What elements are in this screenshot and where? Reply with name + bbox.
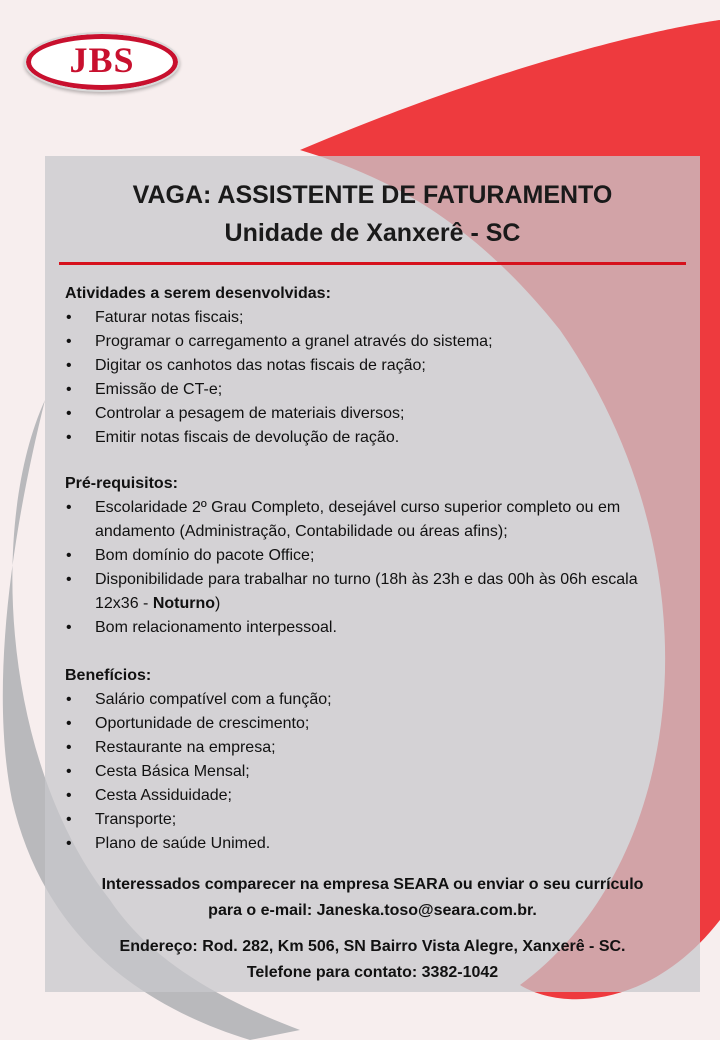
logo-text: JBS	[69, 40, 135, 80]
list-item: • Bom domínio do pacote Office;	[65, 544, 675, 568]
section-requisitos	[65, 472, 675, 640]
list-item: • Digitar os canhotos das notas fiscais de ração;	[65, 354, 675, 378]
turno-text: Disponibilidade para trabalhar no turno (18h às 23h e das 00h às 06h escala 12x36 -	[95, 571, 638, 612]
requisitos-list	[65, 496, 675, 640]
section-atividades	[65, 282, 675, 450]
atividades-heading: Atividades a serem desenvolvidas:	[65, 285, 331, 302]
atividades-list	[65, 306, 675, 450]
phone-line: Telefone para contato: 3382-1042	[246, 964, 499, 981]
list-item: • Emitir notas fiscais de devolução de ração.	[65, 426, 675, 450]
title-line2: Unidade de Xanxerê - SC	[224, 219, 521, 247]
address-line: Endereço: Rod. 282, Km 506, SN Bairro Vista Alegre, Xanxerê - SC.	[119, 938, 626, 955]
requisitos-heading: Pré-requisitos:	[65, 475, 178, 492]
address-info	[45, 934, 700, 986]
contact-line1: Interessados comparecer na empresa SEARA ou enviar o seu currículo	[101, 876, 644, 893]
contact-email-line: para o e-mail: Janeska.toso@seara.com.br.	[208, 902, 537, 919]
list-item: • Escolaridade 2º Grau Completo, desejável curso superior completo ou em andamento (Administração, Contabilidade ou áreas afins);	[65, 496, 675, 544]
list-item: • Restaurante na empresa;	[65, 736, 675, 760]
job-card	[45, 156, 700, 992]
list-item: • Faturar notas fiscais;	[65, 306, 675, 330]
contact-info	[45, 872, 700, 924]
turno-bold: Noturno	[152, 595, 216, 612]
beneficios-heading: Benefícios:	[65, 667, 152, 684]
list-item: • Salário compatível com a função;	[65, 688, 675, 712]
turno-close: )	[215, 595, 221, 612]
list-item: • Oportunidade de crescimento;	[65, 712, 675, 736]
list-item: • Cesta Básica Mensal;	[65, 760, 675, 784]
list-item: • Plano de saúde Unimed.	[65, 832, 675, 856]
list-item: • Emissão de CT-e;	[65, 378, 675, 402]
title-line1: VAGA: ASSISTENTE DE FATURAMENTO	[132, 181, 613, 209]
list-item: • Programar o carregamento a granel através do sistema;	[65, 330, 675, 354]
jbs-logo	[24, 32, 180, 92]
list-item: • Controlar a pesagem de materiais diversos;	[65, 402, 675, 426]
page-title	[45, 176, 700, 252]
section-beneficios	[65, 664, 675, 856]
title-divider	[59, 262, 686, 265]
list-item: • Cesta Assiduidade;	[65, 784, 675, 808]
list-item-turno	[65, 568, 675, 616]
list-item: • Bom relacionamento interpessoal.	[65, 616, 675, 640]
beneficios-list	[65, 688, 675, 856]
list-item: • Transporte;	[65, 808, 675, 832]
